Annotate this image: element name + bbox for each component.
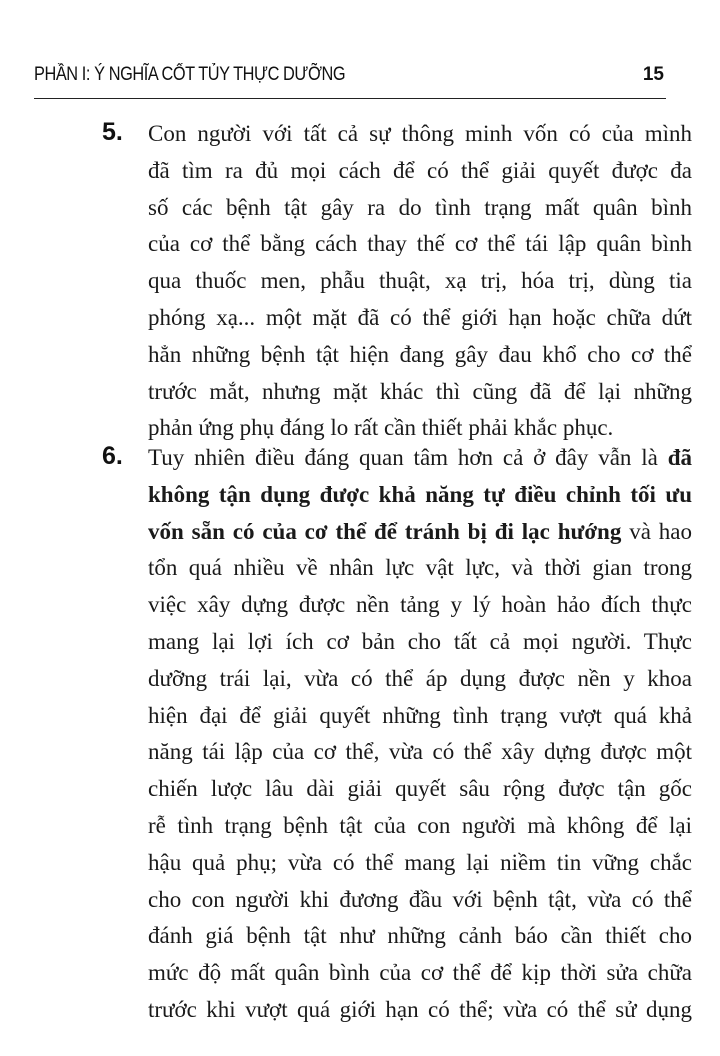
text-line: Con người với tất cả sự thông minh vốn có của mình <box>148 121 692 146</box>
text-line: của cơ thể bằng cách thay thế cơ thể tái lập quân bình <box>148 231 692 257</box>
text-line: hiện đại để giải quyết những tình trạng vượt quá khả <box>148 702 692 728</box>
item-number: 6. <box>102 442 123 470</box>
text-line: dưỡng trái lại, vừa có thể áp dụng được nền y khoa <box>148 665 692 691</box>
text-line <box>148 440 692 477</box>
text-line: tổn quá nhiều về nhân lực vật lực, và thời gian trong <box>148 555 692 581</box>
text-normal: Tuy nhiên điều đáng quan tâm hơn cả ở đây vẫn là <box>148 445 658 470</box>
text-line: đã tìm ra đủ mọi cách để có thể giải quyết được đa <box>148 157 692 183</box>
text-line: mức độ mất quân bình của cơ thể để kịp thời sửa chữa <box>148 960 692 986</box>
text-line: phản ứng phụ đáng lo rất cần thiết phải khắc phục. <box>148 415 614 441</box>
text-bold: vốn sẵn có của cơ thể để tránh bị đi lạc hướng <box>148 518 622 544</box>
item-5-paragraph <box>148 116 692 447</box>
text-line <box>148 514 692 551</box>
text-line: hẳn những bệnh tật hiện đang gây đau khổ cho cơ thể <box>148 341 692 367</box>
text-line: cho con người khi đương đầu với bệnh tật, vừa có thể <box>148 886 692 912</box>
text-line: rễ tình trạng bệnh tật của con người mà không để lại <box>148 812 692 838</box>
text-line: phóng xạ... một mặt đã có thể giới hạn hoặc chữa dứt <box>148 304 692 330</box>
text-bold: đã <box>667 445 692 470</box>
text-line: trước mắt, nhưng mặt khác thì cũng đã để lại những <box>148 378 692 404</box>
page-number: 15 <box>642 64 664 85</box>
item-6-paragraph <box>148 440 692 1029</box>
chapter-title: PHẦN I: Ý NGHĨA CỐT TỦY THỰC DƯỠNG <box>34 64 346 85</box>
text-line: đánh giá bệnh tật như những cảnh báo cần thiết cho <box>148 923 692 949</box>
text-line: năng tái lập của cơ thể, vừa có thể xây dựng được một <box>148 739 692 765</box>
text-line: trước khi vượt quá giới hạn có thể; vừa có thể sử dụng <box>148 996 692 1022</box>
text-line <box>148 477 692 514</box>
item-number: 5. <box>102 118 123 146</box>
text-line: việc xây dựng được nền tảng y lý hoàn hảo đích thực <box>148 592 692 618</box>
text-line: qua thuốc men, phẫu thuật, xạ trị, hóa trị, dùng tia <box>148 268 692 294</box>
text-line: mang lại lợi ích cơ bản cho tất cả mọi người. Thực <box>148 628 692 654</box>
text-line: chiến lược lâu dài giải quyết sâu rộng được tận gốc <box>148 776 692 802</box>
text-normal: và hao <box>629 518 692 544</box>
text-bold: không tận dụng được khả năng tự điều chỉnh tối ưu <box>148 481 692 507</box>
text-line: hậu quả phụ; vừa có thể mang lại niềm tin vững chắc <box>148 849 692 875</box>
running-header <box>34 58 666 99</box>
text-line: số các bệnh tật gây ra do tình trạng mất quân bình <box>148 194 692 220</box>
